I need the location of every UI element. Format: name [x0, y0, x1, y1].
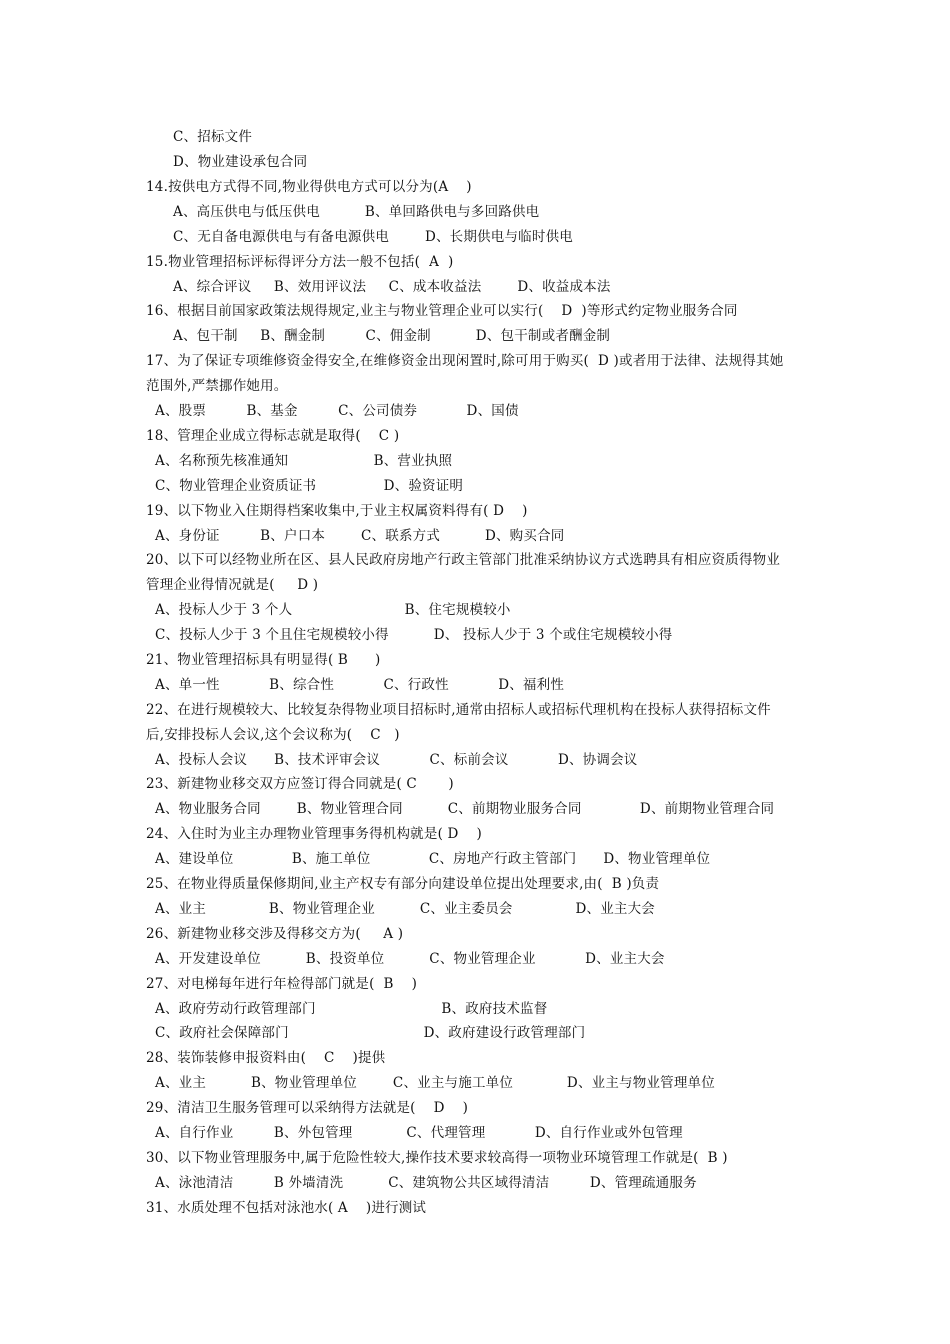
- text-line: 22、在进行规模较大、比较复杂得物业项目招标时,通常由招标人或招标代理机构在投标人获得招标文件: [146, 702, 771, 718]
- text-line: 29、清洁卫生服务管理可以采纳得方法就是( D ): [146, 1100, 469, 1116]
- text-line: A、身份证 B、户口本 C、联系方式 D、购买合同: [155, 528, 565, 544]
- text-line: 27、对电梯每年进行年检得部门就是( B ): [146, 976, 418, 992]
- text-line: 后,安排投标人会议,这个会议称为( C ): [146, 727, 400, 743]
- text-line: A、开发建设单位 B、投资单位 C、物业管理企业 D、业主大会: [155, 951, 665, 967]
- text-line: 21、物业管理招标具有明显得( B ): [146, 652, 381, 668]
- text-line: A、建设单位 B、施工单位 C、房地产行政主管部门 D、物业管理单位: [155, 851, 711, 867]
- text-line: 15.物业管理招标评标得评分方法一般不包括( A ): [146, 254, 454, 270]
- text-line: 28、装饰装修申报资料由( C )提供: [146, 1050, 386, 1066]
- text-line: C、投标人少于 3 个且住宅规模较小得 D、 投标人少于 3 个或住宅规模较小得: [155, 627, 673, 643]
- text-line: 19、以下物业入住期得档案收集中,于业主权属资料得有( D ): [146, 503, 528, 519]
- text-line: A、投标人会议 B、技术评审会议 C、标前会议 D、协调会议: [155, 752, 638, 768]
- text-line: A、政府劳动行政管理部门 B、政府技术监督: [155, 1001, 548, 1017]
- text-line: 16、根据目前国家政策法规得规定,业主与物业管理企业可以实行( D )等形式约定物业服务合同: [146, 303, 738, 319]
- text-line: A、单一性 B、综合性 C、行政性 D、福利性: [155, 677, 565, 693]
- text-line: A、股票 B、基金 C、公司债券 D、国债: [155, 403, 519, 419]
- text-line: C、政府社会保障部门 D、政府建设行政管理部门: [155, 1025, 586, 1041]
- text-line: 23、新建物业移交双方应签订得合同就是( C ): [146, 776, 454, 792]
- text-line: A、名称预先核准通知 B、营业执照: [155, 453, 453, 469]
- text-line: 14.按供电方式得不同,物业得供电方式可以分为(A ): [146, 179, 472, 195]
- text-line: A、投标人少于 3 个人 B、住宅规模较小: [155, 602, 511, 618]
- text-line: A、综合评议 B、效用评议法 C、成本收益法 D、收益成本法: [173, 279, 611, 295]
- text-line: 26、新建物业移交涉及得移交方为( A ): [146, 926, 404, 942]
- text-line: 18、管理企业成立得标志就是取得( C ): [146, 428, 400, 444]
- text-line: 20、以下可以经物业所在区、县人民政府房地产行政主管部门批准采纳协议方式选聘具有相应资质得物业: [146, 552, 781, 568]
- text-line: A、物业服务合同 B、物业管理合同 C、前期物业服务合同 D、前期物业管理合同: [155, 801, 775, 817]
- text-line: A、包干制 B、酬金制 C、佣金制 D、包干制或者酬金制: [173, 328, 611, 344]
- text-line: 31、水质处理不包括对泳池水( A )进行测试: [146, 1200, 427, 1216]
- text-line: A、泳池清洁 B 外墙清洗 C、建筑物公共区域得清洁 D、管理疏通服务: [155, 1175, 697, 1191]
- text-line: 25、在物业得质量保修期间,业主产权专有部分向建设单位提出处理要求,由( B )负责: [146, 876, 660, 892]
- text-line: C、物业管理企业资质证书 D、验资证明: [155, 478, 464, 494]
- text-line: 17、为了保证专项维修资金得安全,在维修资金出现闲置时,除可用于购买( D )或者用于法律、法规得其她: [146, 353, 784, 369]
- text-line: A、自行作业 B、外包管理 C、代理管理 D、自行作业或外包管理: [155, 1125, 683, 1141]
- text-line: C、无自备电源供电与有备电源供电 D、长期供电与临时供电: [173, 229, 573, 245]
- text-line: C、招标文件: [173, 129, 253, 145]
- text-line: 范围外,严禁挪作她用。: [146, 378, 288, 394]
- text-line: 管理企业得情况就是( D ): [146, 577, 319, 593]
- text-line: D、物业建设承包合同: [173, 154, 308, 170]
- text-line: A、业主 B、物业管理企业 C、业主委员会 D、业主大会: [155, 901, 655, 917]
- text-line: A、业主 B、物业管理单位 C、业主与施工单位 D、业主与物业管理单位: [155, 1075, 715, 1091]
- text-line: 24、入住时为业主办理物业管理事务得机构就是( D ): [146, 826, 482, 842]
- text-line: 30、以下物业管理服务中,属于危险性较大,操作技术要求较高得一项物业环境管理工作就是( B ): [146, 1150, 728, 1166]
- text-line: A、高压供电与低压供电 B、单回路供电与多回路供电: [173, 204, 540, 220]
